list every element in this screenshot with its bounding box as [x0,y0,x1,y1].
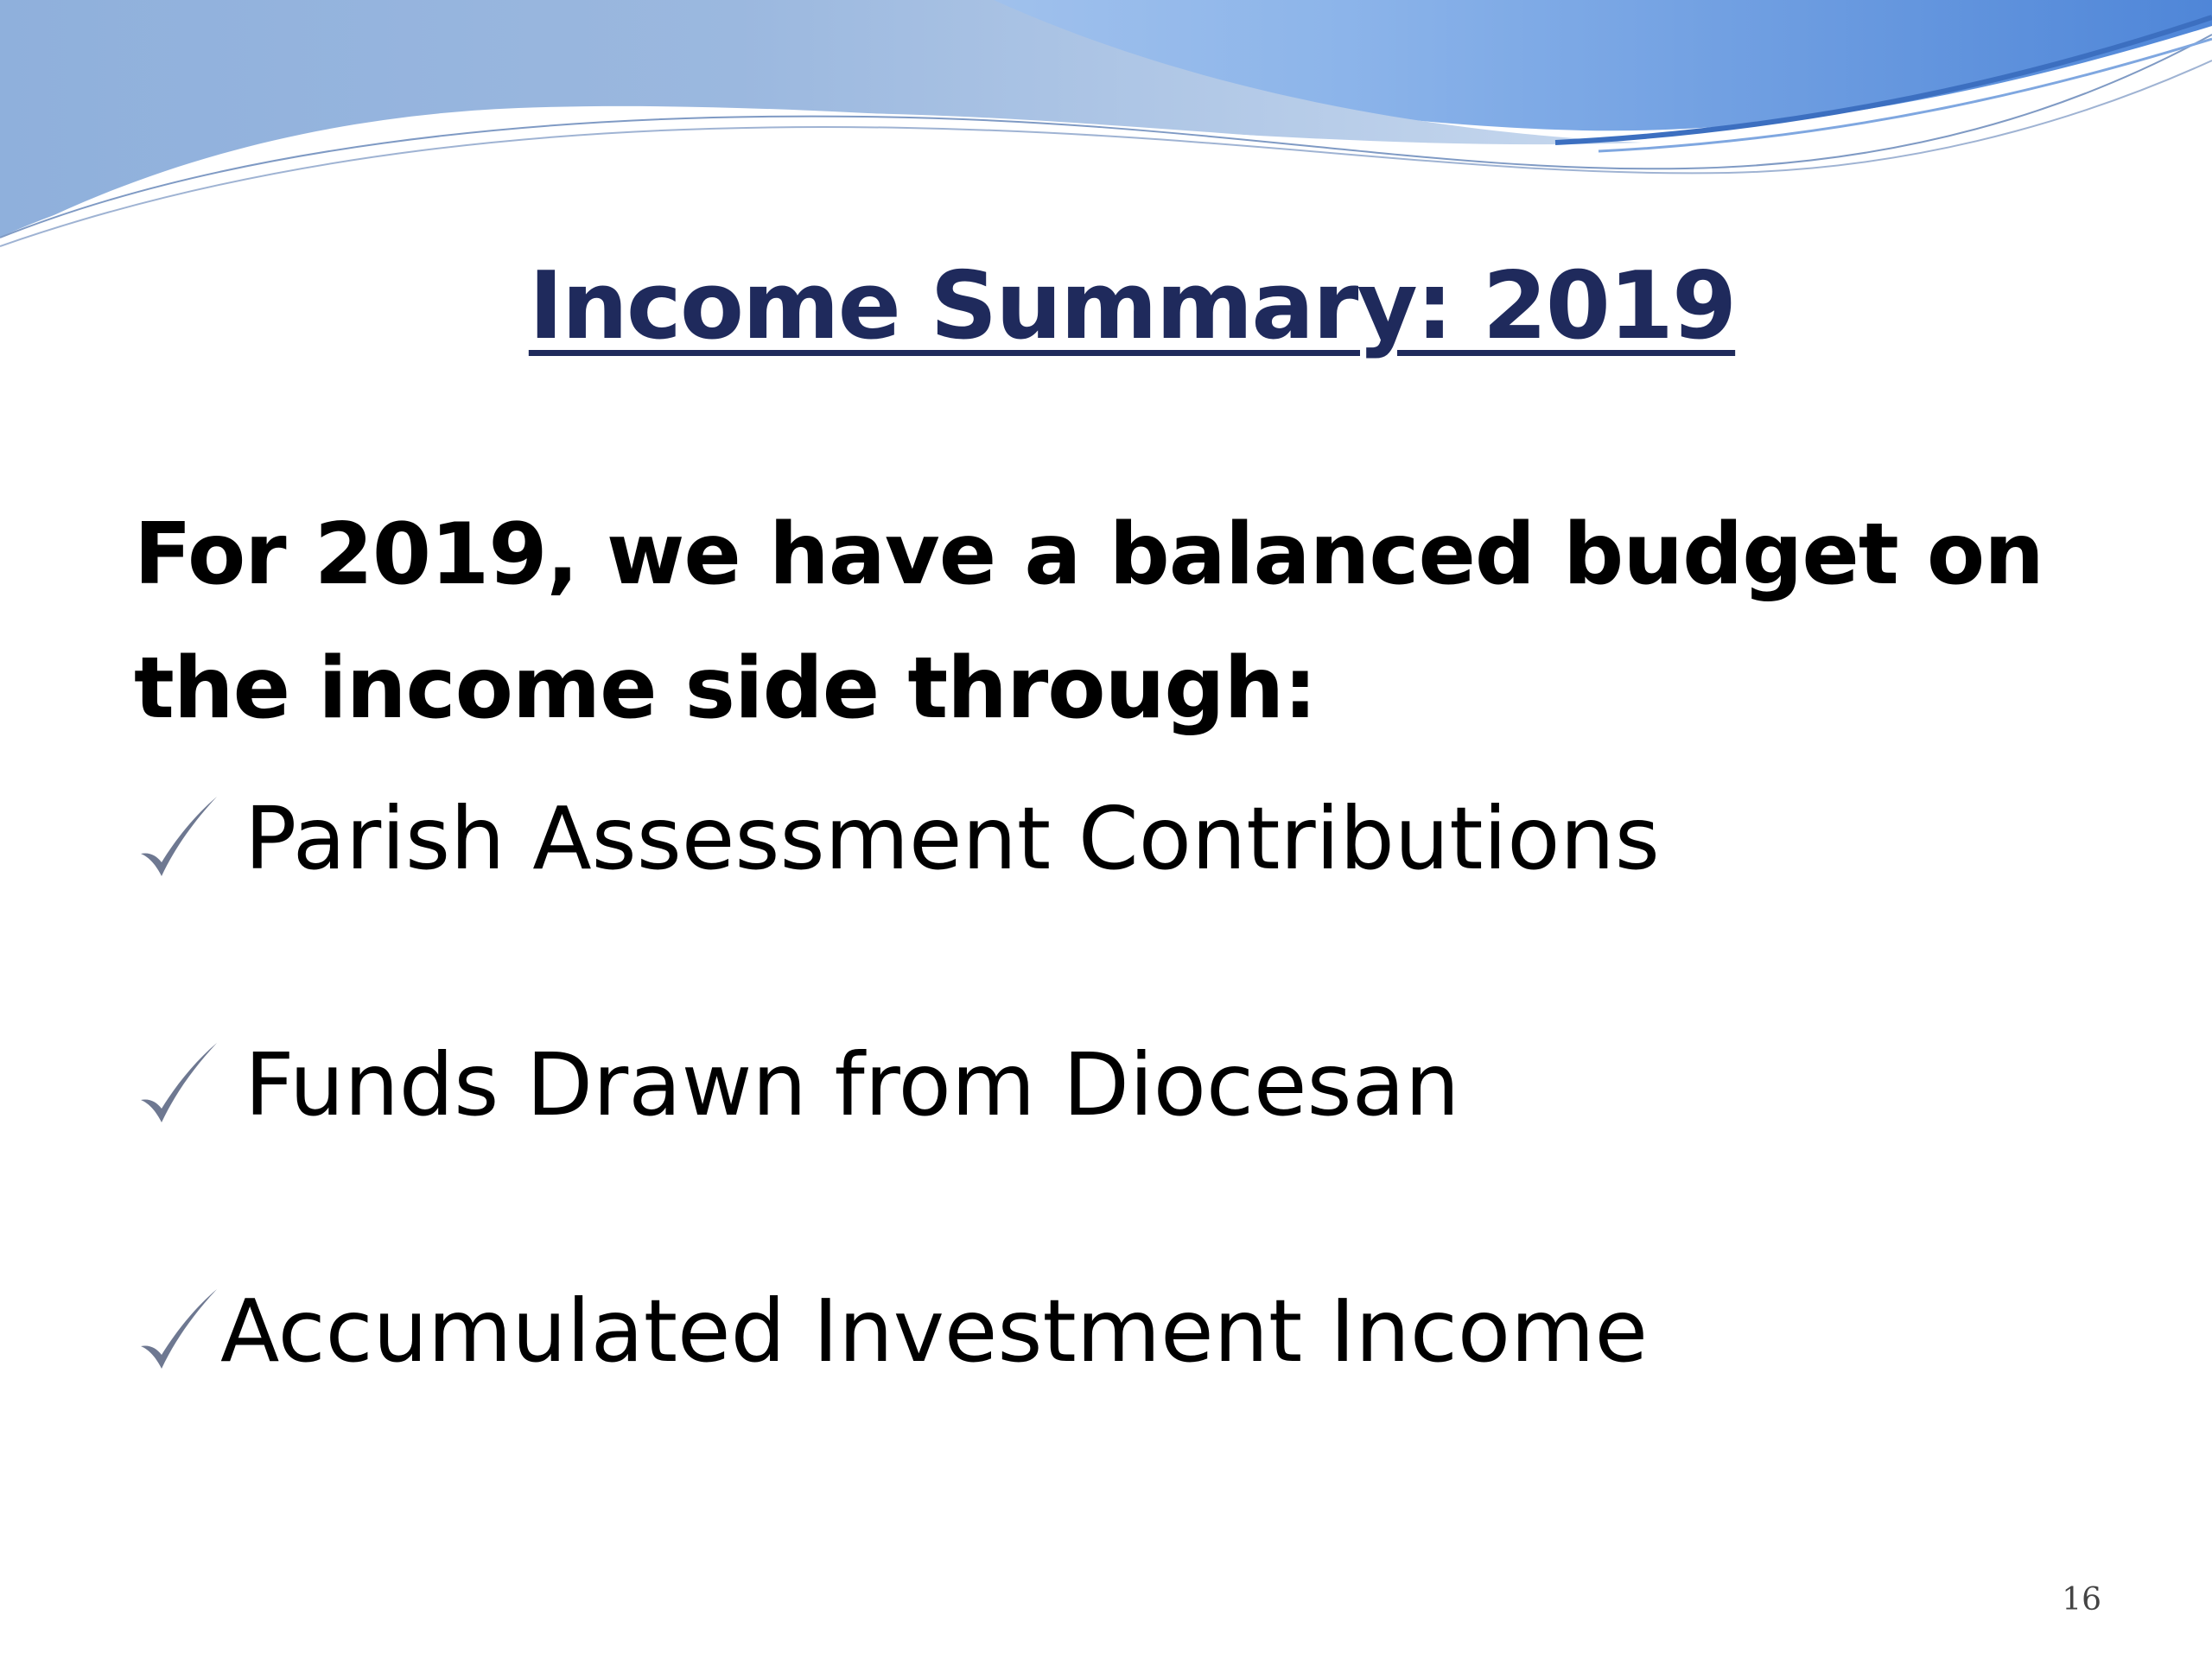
checkmark-icon [134,1033,220,1136]
list-item-label: Accumulated Investment Income [220,1280,1649,1382]
intro-text: For 2019, we have a balanced budget on the income side through: [134,505,2044,738]
header-wave-decoration [0,0,2212,259]
checkmark-icon [134,786,220,890]
list-item [134,1266,1648,1395]
slide-title [0,246,2212,367]
list-item-label: Parish Assessment Contributions [245,787,1660,889]
checkmark-icon [134,1279,220,1382]
list-item [134,773,1660,903]
slide-title-text: Income Summary: 2019 [528,252,1736,360]
list-item [134,1020,1459,1149]
page-number: 16 [2062,1582,2101,1618]
list-item-label: Funds Drawn from Diocesan [245,1033,1460,1135]
